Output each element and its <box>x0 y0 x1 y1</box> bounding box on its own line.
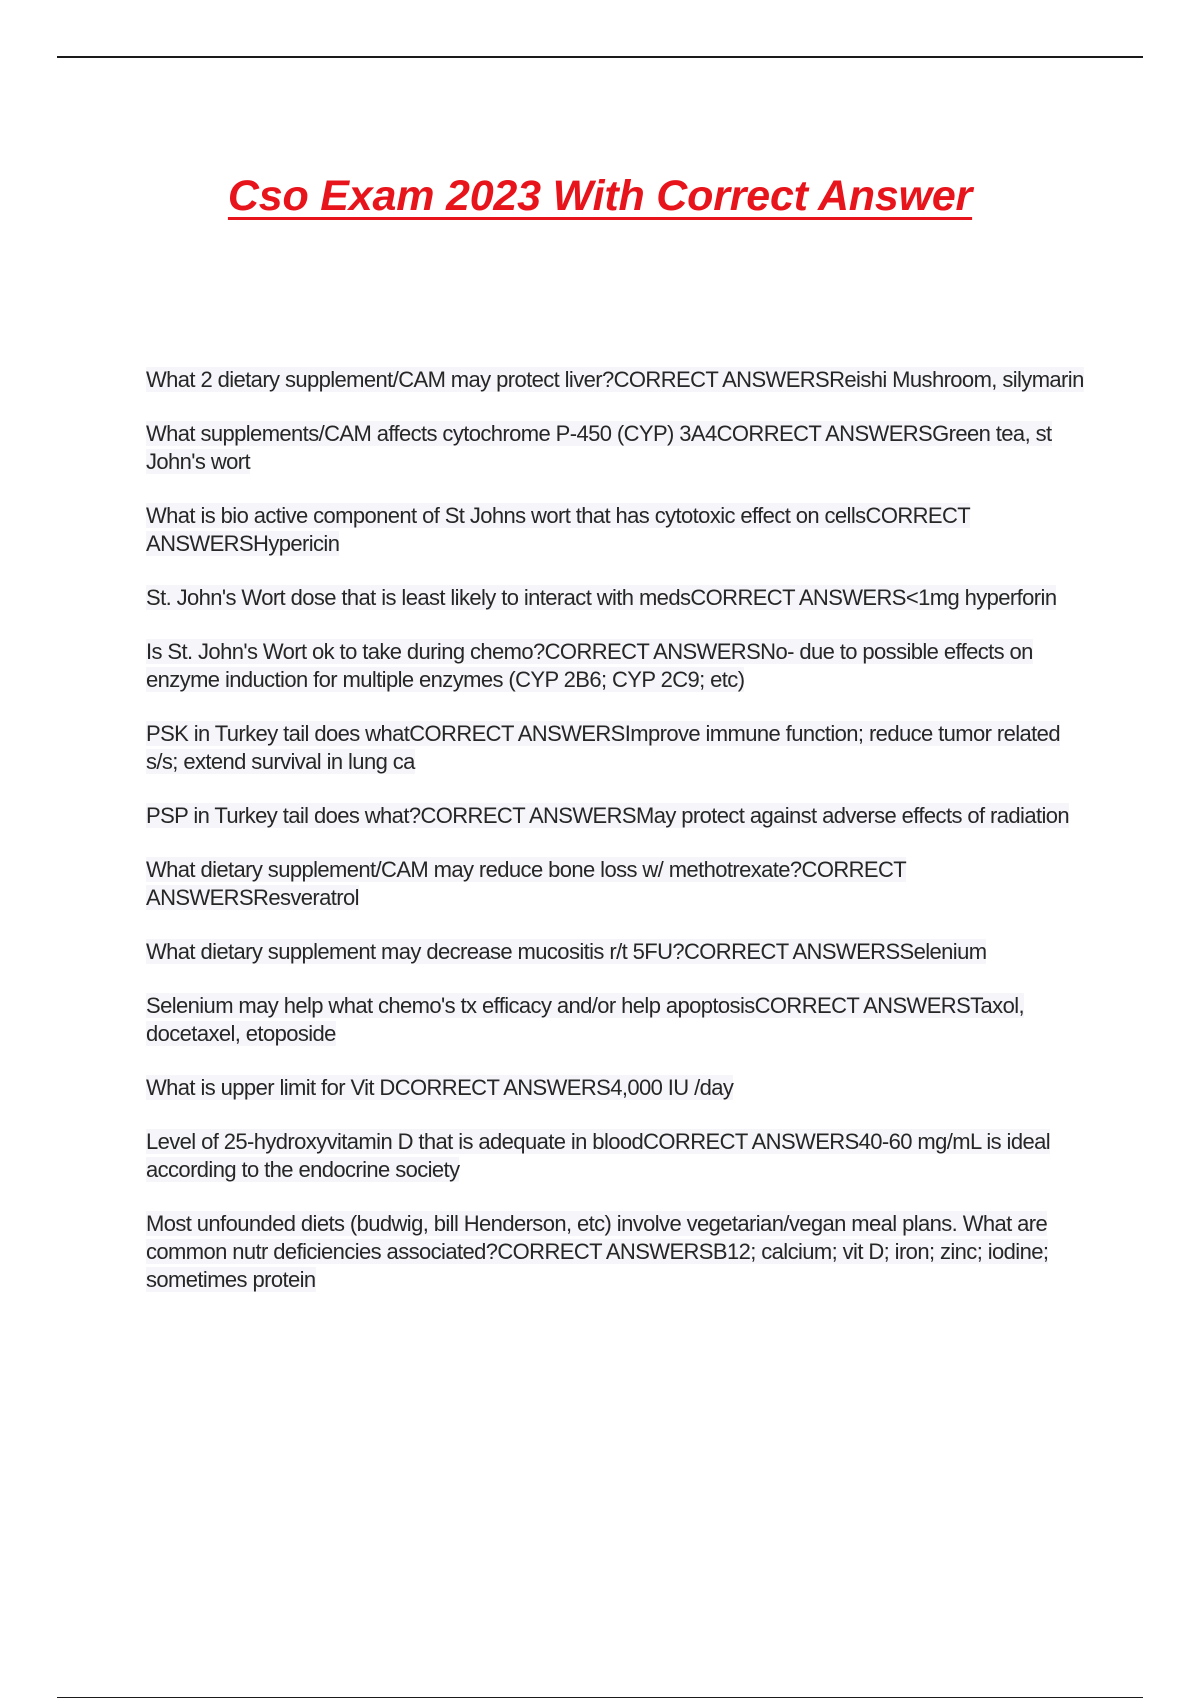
qa-item <box>146 584 1096 612</box>
qa-text: PSP in Turkey tail does what?CORRECT ANSWERSMay protect against adverse effects of radiation <box>146 803 1070 828</box>
qa-list <box>146 366 1096 1320</box>
qa-text: PSK in Turkey tail does whatCORRECT ANSWERSImprove immune function; reduce tumor related s/s; extend survival in lung ca <box>146 721 1060 774</box>
qa-text: What is bio active component of St Johns wort that has cytotoxic effect on cellsCORRECT ANSWERSHypericin <box>146 503 971 556</box>
qa-text: What 2 dietary supplement/CAM may protect liver?CORRECT ANSWERSReishi Mushroom, silymarin <box>146 367 1084 392</box>
page-title <box>0 172 1200 221</box>
page-title-text: Cso Exam 2023 With Correct Answer <box>227 172 973 220</box>
qa-item <box>146 802 1096 830</box>
qa-text: Level of 25-hydroxyvitamin D that is adequate in bloodCORRECT ANSWERS40-60 mg/mL is ideal according to the endocrine society <box>146 1129 1051 1182</box>
qa-text: St. John's Wort dose that is least likely to interact with medsCORRECT ANSWERS<1mg hyperforin <box>146 585 1057 610</box>
qa-item <box>146 366 1096 394</box>
top-rule <box>57 56 1143 58</box>
qa-text: What supplements/CAM affects cytochrome P-450 (CYP) 3A4CORRECT ANSWERSGreen tea, st John's wort <box>146 421 1052 474</box>
qa-text: Most unfounded diets (budwig, bill Henderson, etc) involve vegetarian/vegan meal plans. What are common nutr deficiencies associated?CORRECT ANSWERSB12; calcium; vit D; iron; zinc; iodine; sometimes protein <box>146 1211 1049 1292</box>
qa-item <box>146 992 1096 1048</box>
qa-item <box>146 502 1096 558</box>
qa-item <box>146 720 1096 776</box>
qa-item <box>146 1210 1096 1294</box>
qa-item <box>146 856 1096 912</box>
qa-item <box>146 1128 1096 1184</box>
qa-text: What dietary supplement/CAM may reduce bone loss w/ methotrexate?CORRECT ANSWERSResveratrol <box>146 857 907 910</box>
qa-text: What dietary supplement may decrease mucositis r/t 5FU?CORRECT ANSWERSSelenium <box>146 939 987 964</box>
qa-text: What is upper limit for Vit DCORRECT ANSWERS4,000 IU /day <box>146 1075 734 1100</box>
qa-text: Selenium may help what chemo's tx efficacy and/or help apoptosisCORRECT ANSWERSTaxol, docetaxel, etoposide <box>146 993 1025 1046</box>
qa-item <box>146 638 1096 694</box>
qa-item <box>146 420 1096 476</box>
qa-item <box>146 938 1096 966</box>
bottom-rule <box>57 1697 1143 1698</box>
qa-item <box>146 1074 1096 1102</box>
qa-text: Is St. John's Wort ok to take during chemo?CORRECT ANSWERSNo- due to possible effects on enzyme induction for multiple enzymes (CYP 2B6; CYP 2C9; etc) <box>146 639 1033 692</box>
